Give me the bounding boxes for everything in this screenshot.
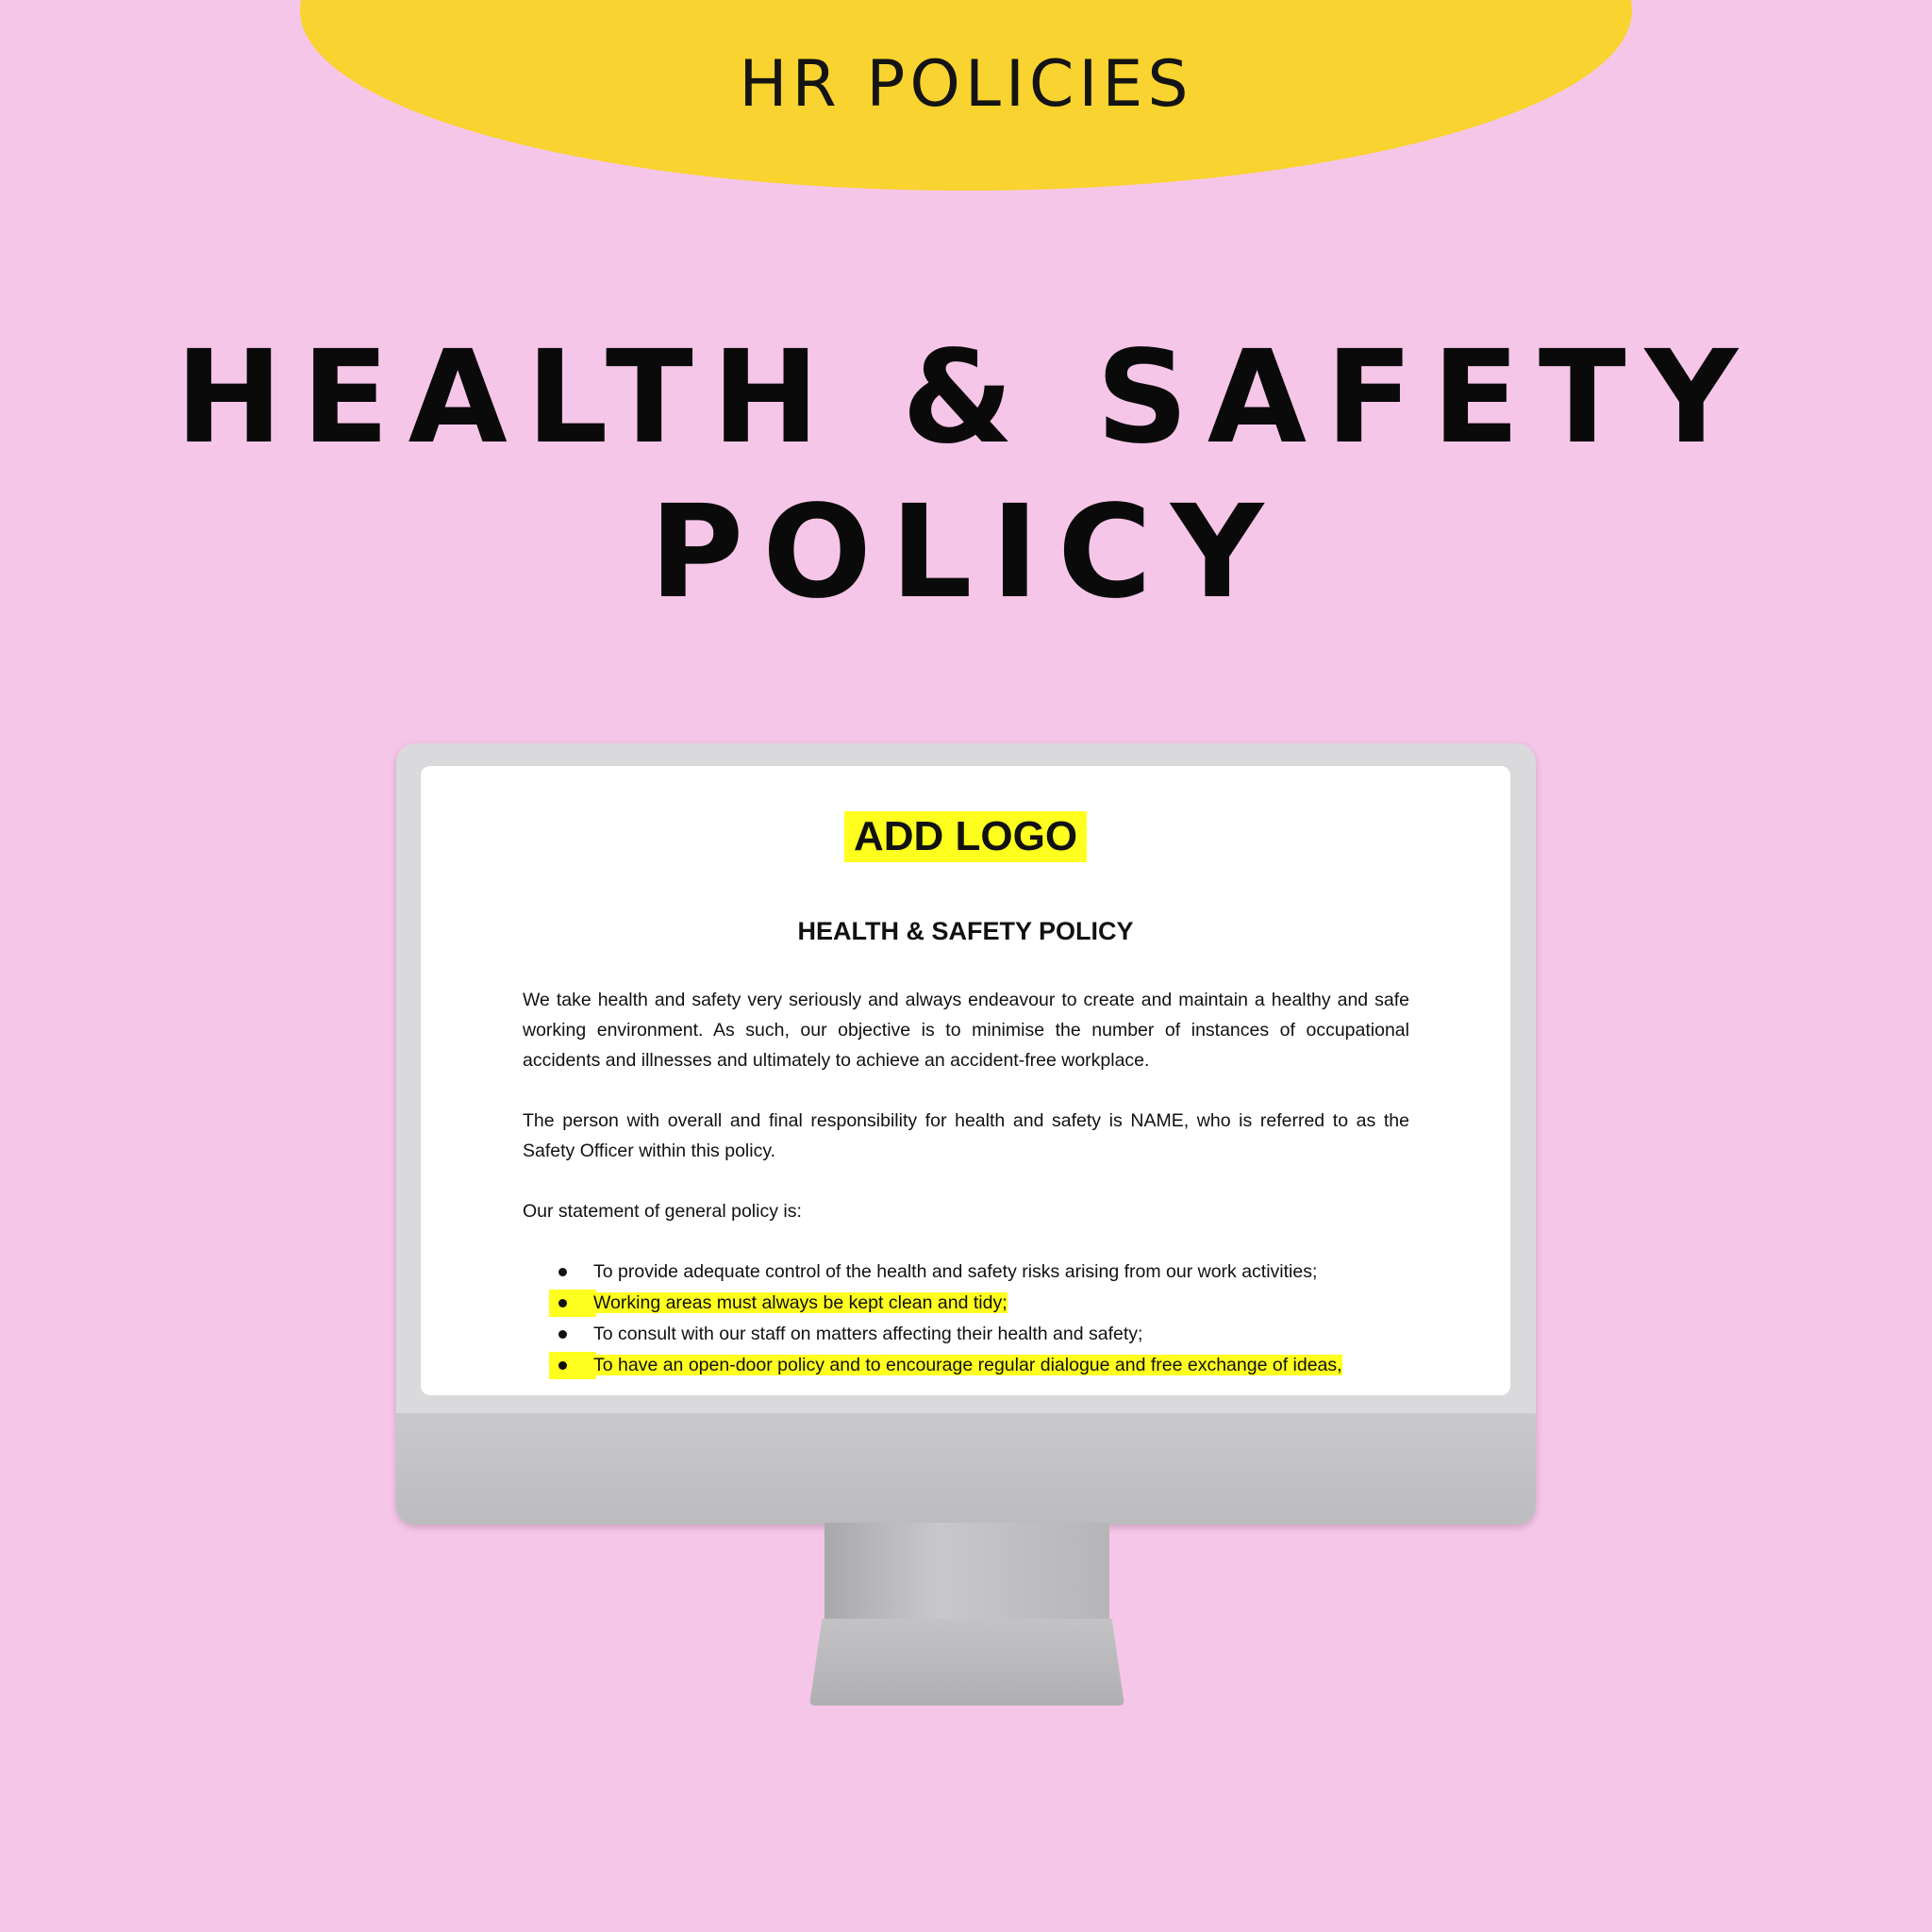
bullet-item-highlighted — [523, 1350, 1409, 1381]
bullet-text: Working areas must always be kept clean and tidy; — [593, 1292, 1008, 1313]
monitor-chin — [396, 1413, 1536, 1524]
policy-bullet-list — [523, 1257, 1409, 1381]
paragraph-responsibility: The person with overall and final responsibility for health and safety is NAME, who is referred to as the Safety Officer within this policy. — [523, 1110, 1409, 1161]
policy-document — [421, 766, 1510, 1395]
logo-placeholder: ADD LOGO — [844, 811, 1087, 862]
logo-area — [421, 811, 1510, 862]
highlight-mark — [549, 1352, 596, 1379]
highlight-mark — [549, 1290, 596, 1317]
monitor — [396, 743, 1536, 1524]
main-title-line-2: POLICY — [649, 478, 1283, 627]
main-title — [0, 321, 1932, 630]
paragraph-statement: Our statement of general policy is: — [523, 1201, 802, 1222]
bullet-text: To provide adequate control of the health and safety risks arising from our work activities; — [593, 1261, 1318, 1282]
bullet-text: To have an open-door policy and to encourage regular dialogue and free exchange of ideas, — [593, 1355, 1342, 1375]
document-title: HEALTH & SAFETY POLICY — [797, 917, 1134, 945]
category-label: HR POLICIES — [739, 47, 1193, 122]
bullet-dot-icon — [558, 1361, 567, 1370]
bullet-item-highlighted — [523, 1288, 1409, 1319]
document-body — [523, 985, 1409, 1381]
paragraph-intro: We take health and safety very seriously and always endeavour to create and maintain a healthy and safe working environment. As such, our objective is to minimise the number of instances of occupational accidents and illnesses and ultimately to achieve an accident-free workplace. — [523, 990, 1409, 1071]
bullet-dot-icon — [558, 1299, 567, 1307]
monitor-stand-neck — [824, 1523, 1109, 1621]
bullet-text: To consult with our staff on matters affecting their health and safety; — [593, 1324, 1143, 1344]
monitor-screen — [421, 766, 1510, 1395]
bullet-item — [523, 1319, 1409, 1350]
bullet-dot-icon — [558, 1268, 567, 1276]
main-title-line-1: HEALTH & SAFETY — [175, 324, 1757, 473]
monitor-stand-base — [809, 1619, 1124, 1706]
bullet-dot-icon — [558, 1330, 567, 1339]
bullet-item — [523, 1257, 1409, 1288]
